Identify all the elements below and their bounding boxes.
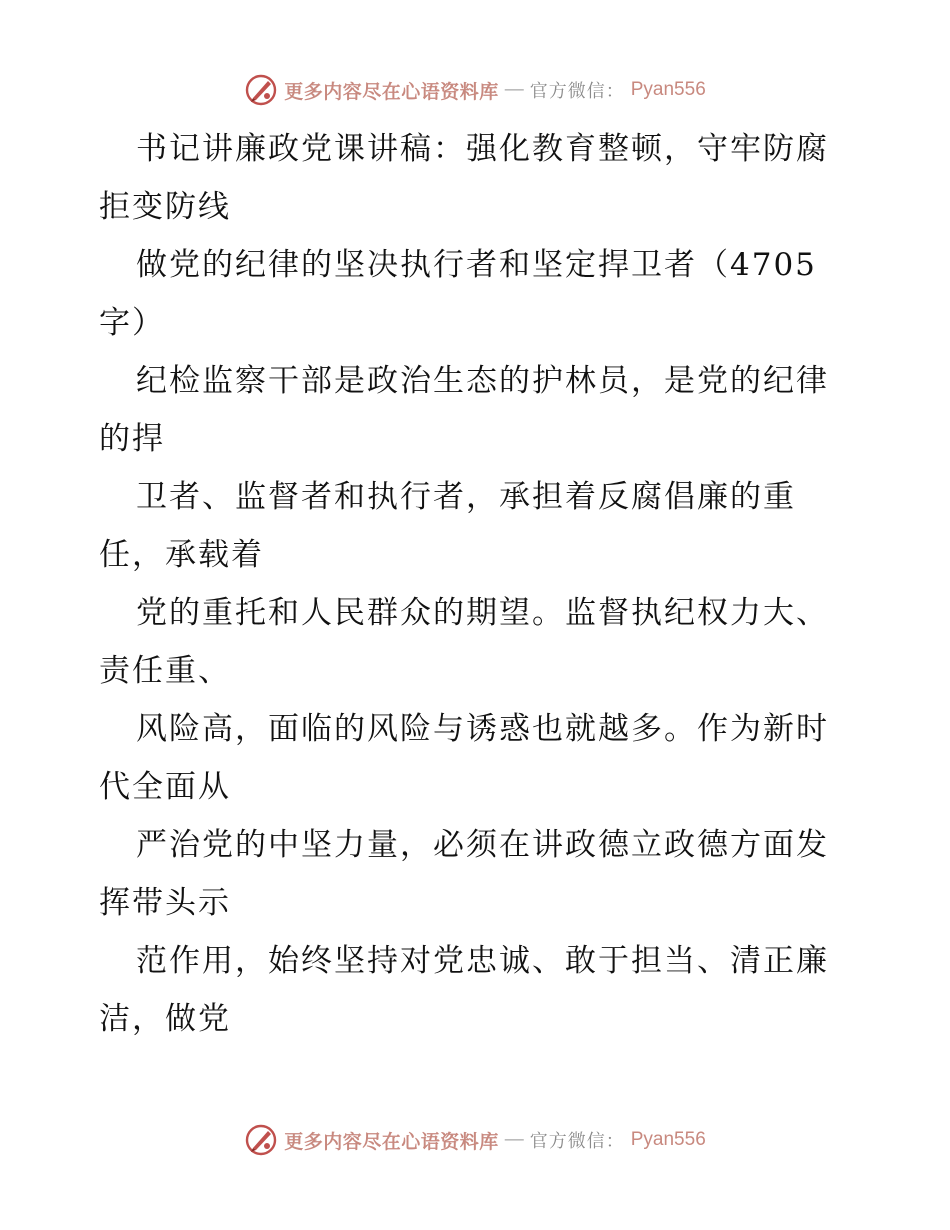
- watermark-label: 官方微信：: [529, 81, 625, 102]
- paragraph-line: 责任重、: [99, 653, 231, 689]
- watermark-brand: 更多内容尽在心语资料库: [284, 1130, 499, 1153]
- paragraph-line: 代全面从: [99, 769, 231, 805]
- document-title-line-2: 拒变防线: [99, 189, 231, 225]
- paragraph-line: 洁，做党: [99, 1001, 231, 1037]
- paragraph-line: 范作用，始终坚持对党忠诚、敢于担当、清正廉: [136, 943, 829, 979]
- watermark-wechat-id: Pyan556: [630, 1129, 706, 1150]
- document-subtitle-line-1: 做党的纪律的坚决执行者和坚定捍卫者（4705: [136, 247, 817, 283]
- paragraph-line: 挥带头示: [99, 885, 231, 921]
- footer-watermark: [0, 1120, 950, 1160]
- watermark-brand: 更多内容尽在心语资料库: [284, 80, 499, 103]
- paragraph-line: 的捍: [99, 421, 165, 457]
- header-watermark: [0, 70, 950, 110]
- paragraph-line: 纪检监察干部是政治生态的护林员，是党的纪律: [136, 363, 829, 399]
- quill-pen-logo-icon: [244, 73, 278, 107]
- paragraph-line: 风险高，面临的风险与诱惑也就越多。作为新时: [136, 711, 829, 747]
- quill-pen-logo-icon: [244, 1123, 278, 1157]
- document-body: [99, 120, 859, 1048]
- watermark-dash: —: [504, 79, 524, 100]
- paragraph-line: 卫者、监督者和执行者，承担着反腐倡廉的重: [136, 479, 796, 515]
- document-subtitle-line-2: 字）: [99, 305, 165, 341]
- paragraph-line: 任，承载着: [99, 537, 264, 573]
- paragraph-line: 严治党的中坚力量，必须在讲政德立政德方面发: [136, 827, 829, 863]
- watermark-label: 官方微信：: [529, 1131, 625, 1152]
- watermark-wechat-id: Pyan556: [630, 79, 706, 100]
- paragraph-line: 党的重托和人民群众的期望。监督执纪权力大、: [136, 595, 829, 631]
- document-title-line-1: 书记讲廉政党课讲稿：强化教育整顿，守牢防腐: [136, 131, 829, 167]
- watermark-dash: —: [504, 1129, 524, 1150]
